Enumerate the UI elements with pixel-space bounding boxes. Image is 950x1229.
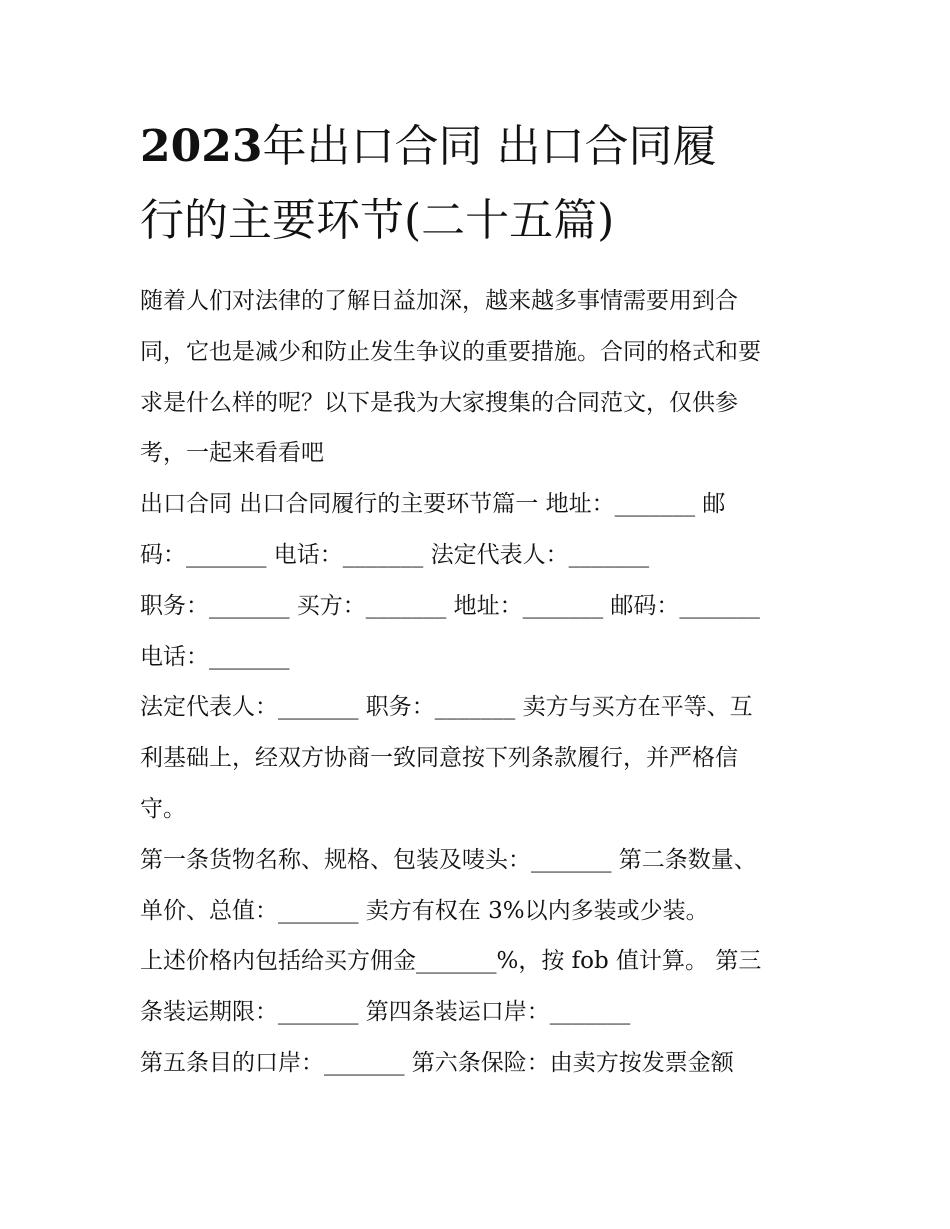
title-line-1 [140, 110, 840, 184]
document-body [140, 276, 840, 1089]
body-line: 第五条目的口岸：_______ 第六条保险：由卖方按发票金额 [140, 1049, 734, 1076]
body-line: 法定代表人：_______ 职务：_______ 卖方与买方在平等、互 [140, 694, 753, 721]
body-line: 出口合同 出口合同履行的主要环节篇一 地址：_______ 邮 [140, 491, 726, 518]
body-line: 考，一起来看看吧 [140, 440, 324, 467]
body-line: 求是什么样的呢？以下是我为大家搜集的合同范文，仅供参 [140, 389, 738, 416]
document-title [140, 110, 840, 258]
body-line: 单价、总值：_______ 卖方有权在 3%以内多装或少装。 [140, 897, 709, 924]
body-line: 同，它也是减少和防止发生争议的重要措施。合同的格式和要 [140, 338, 761, 365]
title-line-2: 行的主要环节(二十五篇) [140, 195, 615, 246]
body-line: 条装运期限：_______ 第四条装运口岸：_______ [140, 999, 631, 1026]
body-line: 守。 [140, 795, 186, 822]
body-line: 职务：_______ 买方：_______ 地址：_______ 邮码：_______ [140, 592, 760, 619]
body-line: 第一条货物名称、规格、包装及唛头：_______ 第二条数量、 [140, 846, 757, 873]
title-line-1-text: 年出口合同 出口合同履 [262, 121, 717, 172]
body-line: 上述价格内包括给买方佣金_______%，按 fob 值计算。 第三 [140, 948, 762, 975]
body-line: 电话：_______ [140, 643, 290, 670]
body-line: 随着人们对法律的了解日益加深，越来越多事情需要用到合 [140, 288, 738, 314]
title-year: 2023 [140, 121, 263, 172]
body-line: 码：_______ 电话：_______ 法定代表人：_______ [140, 541, 650, 568]
body-line: 利基础上，经双方协商一致同意按下列条款履行，并严格信 [140, 745, 738, 772]
